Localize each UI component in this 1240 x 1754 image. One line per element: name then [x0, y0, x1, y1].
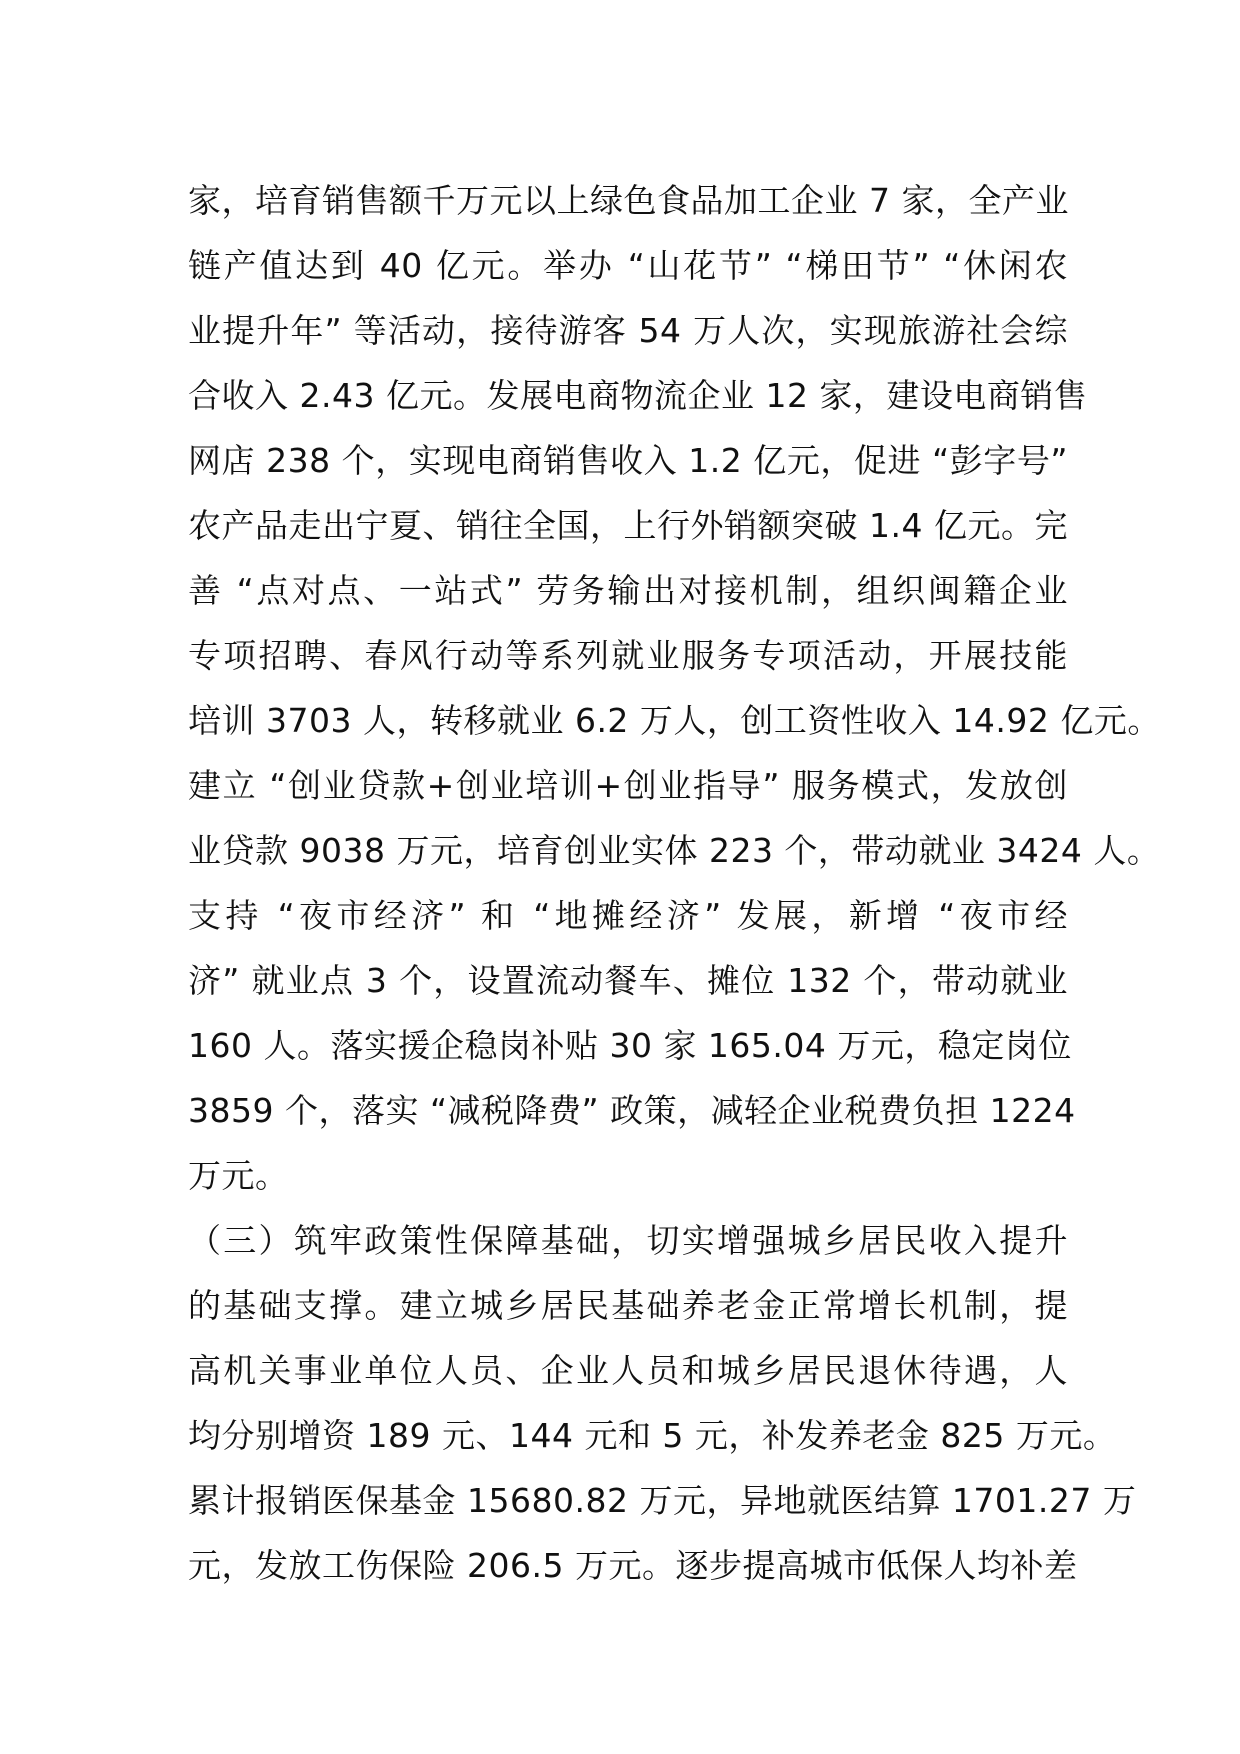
- text-line: 的基础支撑。建立城乡居民基础养老金正常增长机制，提: [188, 1286, 1068, 1325]
- text-line: 160 人。落实援企稳岗补贴 30 家 165.04 万元，稳定岗位: [188, 1026, 1072, 1065]
- text-line: 家，培育销售额千万元以上绿色食品加工企业 7 家，全产业: [188, 181, 1069, 220]
- text-line: 高机关事业单位人员、企业人员和城乡居民退休待遇，人: [188, 1351, 1068, 1390]
- text-line: 农产品走出宁夏、销往全国，上行外销额突破 1.4 亿元。完: [188, 506, 1068, 545]
- text-line: 善 “点对点、一站式” 劳务输出对接机制，组织闽籍企业: [188, 571, 1068, 610]
- text-line: 支持 “夜市经济” 和 “地摊经济” 发展，新增 “夜市经: [188, 896, 1068, 935]
- text-line: 合收入 2.43 亿元。发展电商物流企业 12 家，建设电商销售: [188, 376, 1088, 415]
- text-line: 万元。: [188, 1156, 289, 1195]
- text-line: 网店 238 个，实现电商销售收入 1.2 亿元，促进 “彭字号”: [188, 441, 1068, 480]
- text-line: （三）筑牢政策性保障基础，切实增强城乡居民收入提升: [188, 1221, 1068, 1260]
- text-line: 培训 3703 人，转移就业 6.2 万人，创工资性收入 14.92 亿元。: [188, 701, 1161, 740]
- text-line: 元，发放工伤保险 206.5 万元。逐步提高城市低保人均补差: [188, 1546, 1078, 1585]
- text-line: 3859 个，落实 “减税降费” 政策，减轻企业税费负担 1224: [188, 1091, 1076, 1130]
- text-line: 均分别增资 189 元、144 元和 5 元，补发养老金 825 万元。: [188, 1416, 1117, 1455]
- body-text: [188, 168, 1161, 1598]
- text-line: 专项招聘、春风行动等系列就业服务专项活动，开展技能: [188, 636, 1068, 675]
- text-line: 业贷款 9038 万元，培育创业实体 223 个，带动就业 3424 人。: [188, 831, 1161, 870]
- text-line: 济” 就业点 3 个，设置流动餐车、摊位 132 个，带动就业: [188, 961, 1068, 1000]
- text-line: 链产值达到 40 亿元。举办 “山花节” “梯田节” “休闲农: [188, 246, 1068, 285]
- text-line: 建立 “创业贷款+创业培训+创业指导” 服务模式，发放创: [188, 766, 1068, 805]
- text-line: 业提升年” 等活动，接待游客 54 万人次，实现旅游社会综: [188, 311, 1068, 350]
- text-line: 累计报销医保基金 15680.82 万元，异地就医结算 1701.27 万: [188, 1481, 1137, 1520]
